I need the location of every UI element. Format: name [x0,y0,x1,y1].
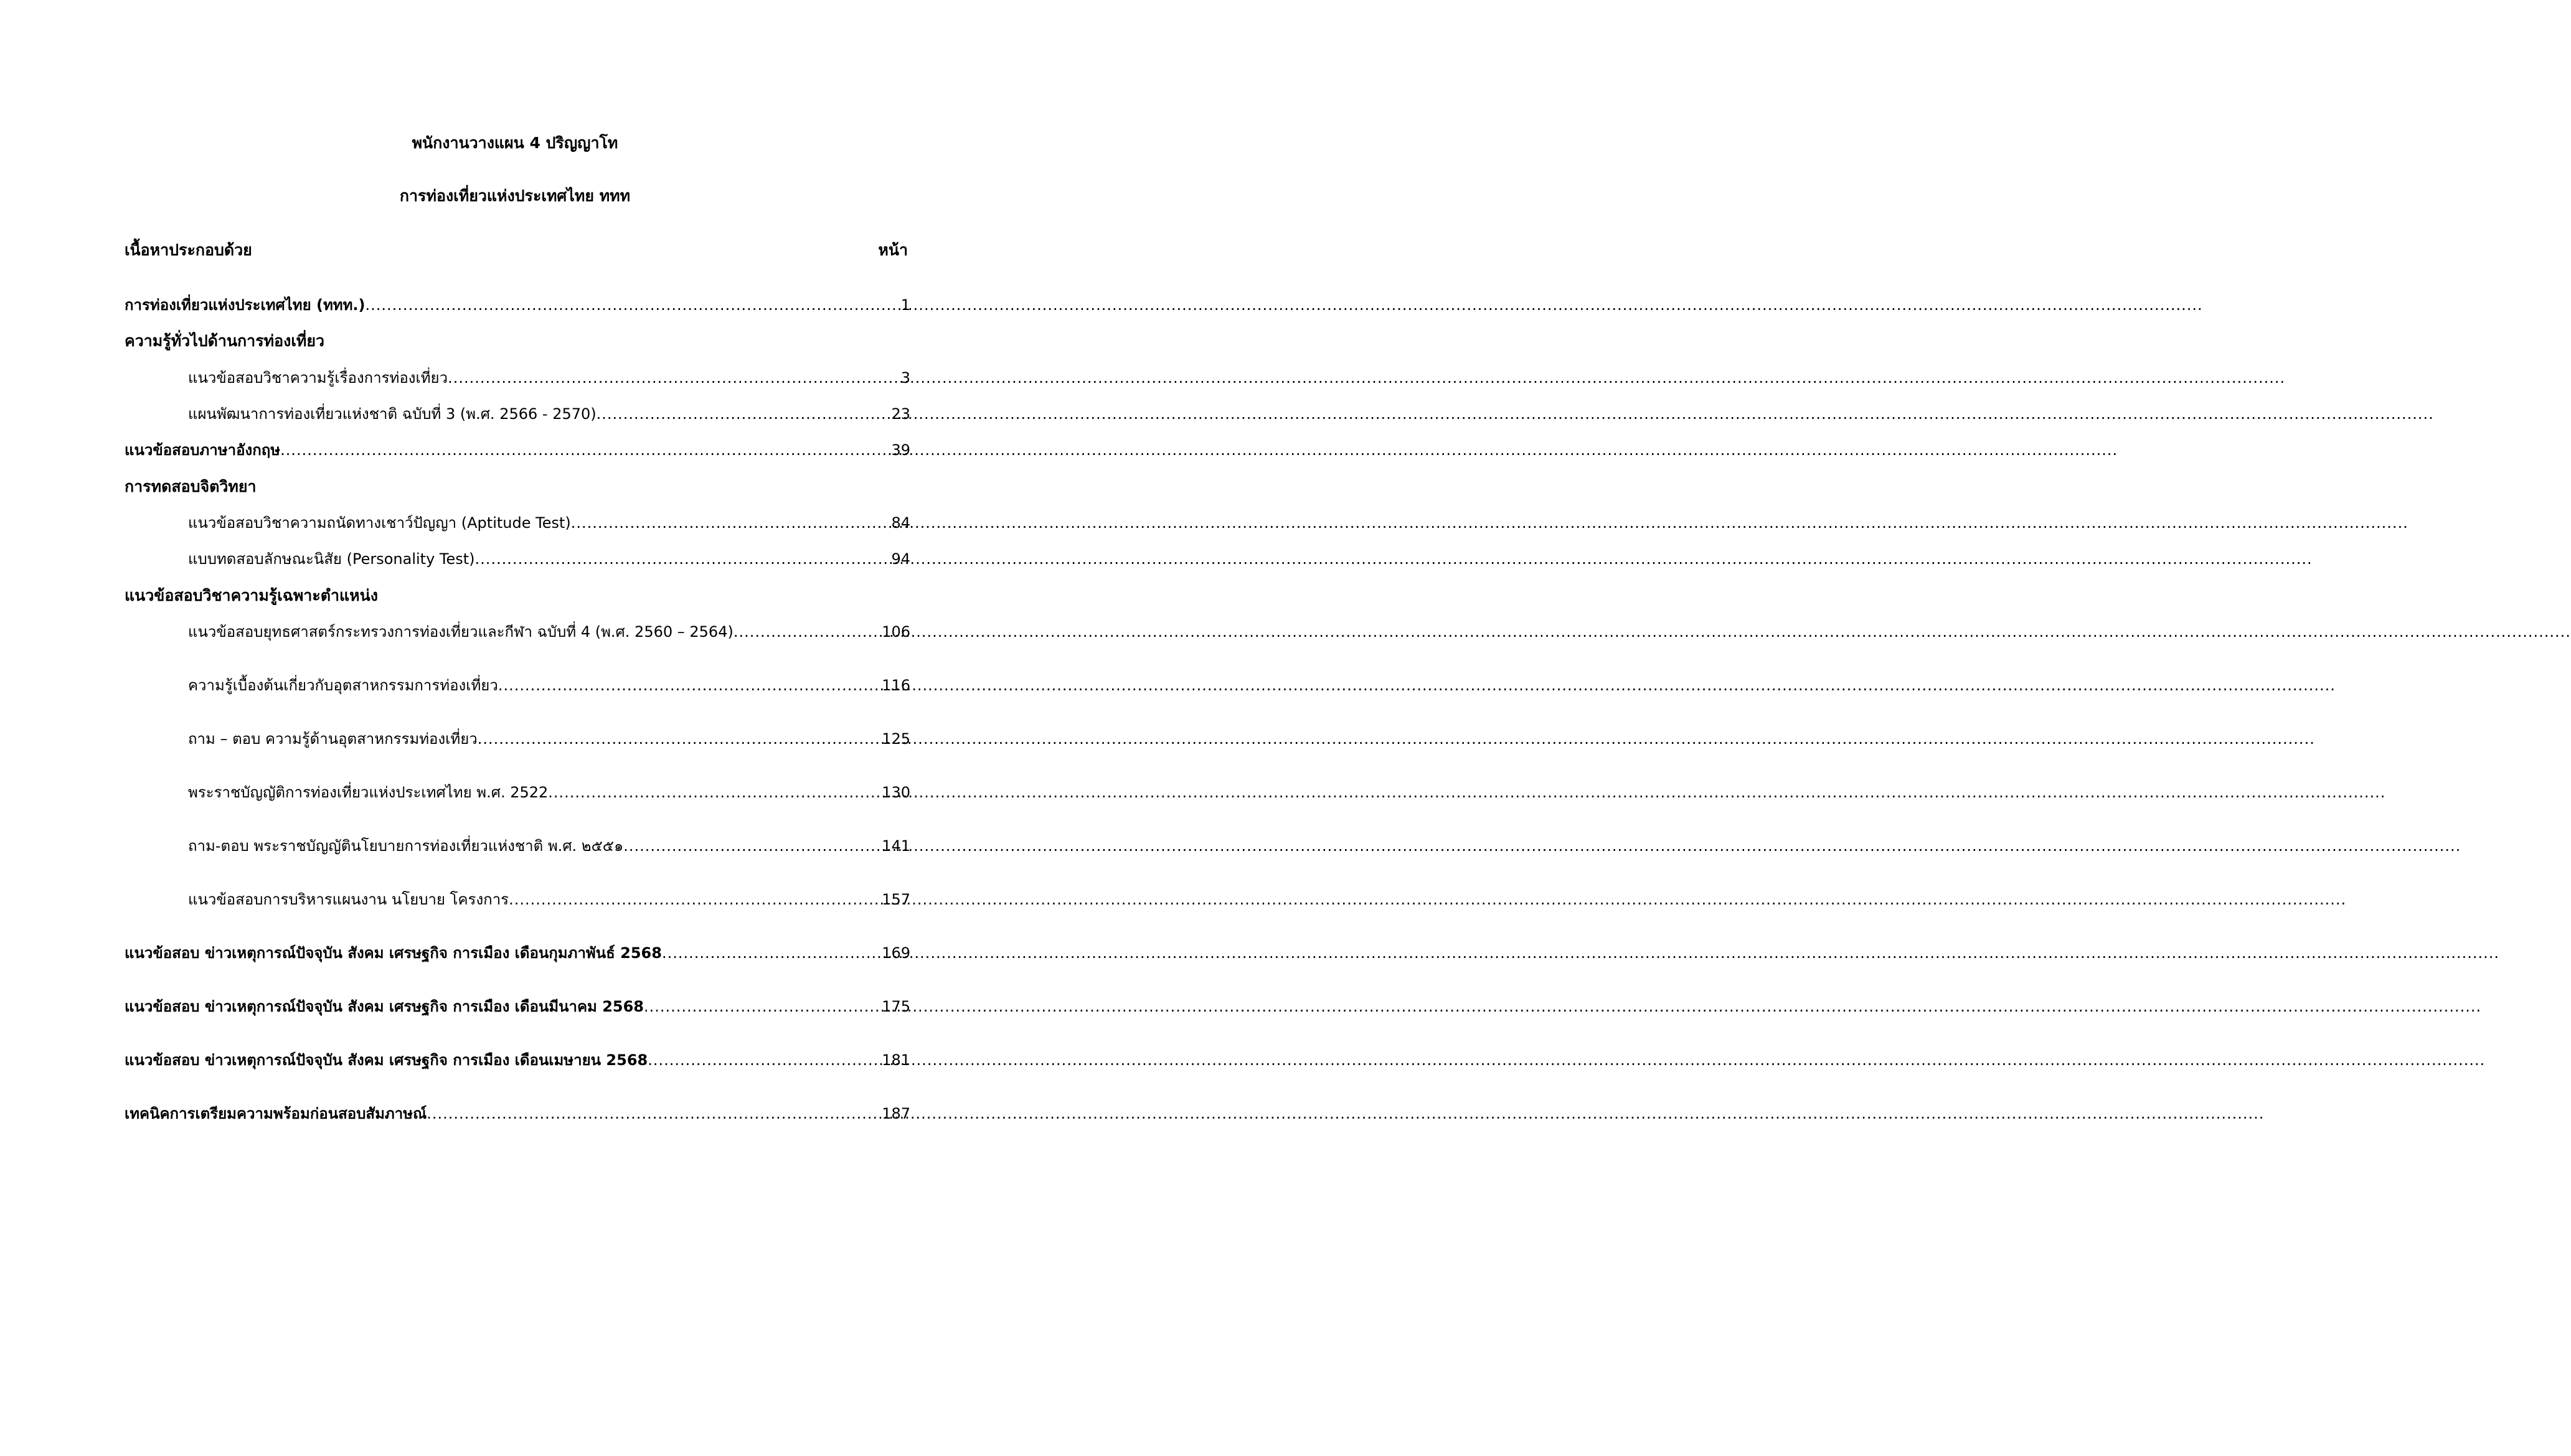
toc-entry-label: ถาม-ตอบ พระราชบัญญัตินโยบายการท่องเที่ยวแห่งชาติ พ.ศ. ๒๕๕๑ [188,837,624,855]
toc-entry-label: ความรู้เบื้องต้นเกี่ยวกับอุตสาหกรรมการท่องเที่ยว [188,677,498,694]
toc-entry-label: แผนพัฒนาการท่องเที่ยวแห่งชาติ ฉบับที่ 3 (พ.ศ. 2566 - 2570) [188,405,597,423]
dot-leader [448,365,901,390]
toc-entry-label: แนวข้อสอบการบริหารแผนงาน นโยบาย โครงการ [188,891,509,908]
toc-entry [188,547,910,571]
dot-leader [734,619,882,644]
toc-entry-page: 187 [882,1105,910,1122]
toc-entry [125,1048,910,1073]
toc-entry-label: แนวข้อสอบภาษาอังกฤษ [125,441,281,459]
toc-entry-page: 3 [900,369,910,387]
dot-leader [548,780,882,805]
toc-entry-page: 84 [891,514,910,532]
dot-leader [366,293,901,317]
toc-entry [188,726,910,751]
dot-leader [623,834,882,858]
dot-leader [509,887,882,912]
toc-entry-page: 1 [900,296,910,314]
toc-entry [188,673,910,698]
toc-entry [125,438,910,463]
dot-leader [478,726,882,751]
toc-entry [125,941,910,965]
dot-leader [280,438,891,463]
document-title: พนักงานวางแผน 4 ปริญญาโท [412,134,618,152]
toc-section-heading: การทดสอบจิตวิทยา [125,477,257,496]
toc-header [125,238,908,263]
toc-entry-label: เทคนิคการเตรียมความพร้อมก่อนสอบสัมภาษณ์ [125,1105,427,1122]
toc-entry-label: แนวข้อสอบ ข่าวเหตุการณ์ปัจจุบัน สังคม เศรษฐกิจ การเมือง เดือนเมษายน 2568 [125,1051,648,1069]
toc-entry-label: แนวข้อสอบวิชาความถนัดทางเชาว์ปัญญา (Aptitude Test) [188,514,571,532]
toc-entry-page: 94 [891,550,910,568]
toc-entry [188,510,910,535]
toc-entry-label: พระราชบัญญัติการท่องเที่ยวแห่งประเทศไทย พ.ศ. 2522 [188,784,549,801]
toc-entry-page: 130 [882,784,910,801]
toc-entry-page: 169 [882,944,910,962]
toc-entry [188,402,910,426]
toc-entry-page: 141 [882,837,910,855]
page-column-heading: หน้า [878,241,908,259]
toc-section-heading: แนวข้อสอบวิชาความรู้เฉพาะตำแหน่ง [125,586,378,604]
toc-entry-page: 106 [882,623,910,641]
toc-entry-page: 116 [882,677,910,694]
document-subtitle: การท่องเที่ยวแห่งประเทศไทย ททท [399,187,631,205]
toc-entry-page: 181 [882,1051,910,1069]
dot-leader [644,994,882,1019]
dot-leader [475,547,892,571]
toc-entry-label: แนวข้อสอบวิชาความรู้เรื่องการท่องเที่ยว [188,369,448,387]
dot-leader [571,510,892,535]
toc-entry [125,293,910,317]
toc-entry-page: 39 [891,441,910,459]
toc-entry [188,365,910,390]
toc-entry-page: 23 [891,405,910,423]
dot-leader [427,1101,882,1126]
toc-entry-page: 175 [882,998,910,1015]
dot-leader [648,1048,882,1073]
dot-leader [498,673,882,698]
toc-entry [125,994,910,1019]
toc-entry-page: 125 [882,730,910,748]
toc-entry-label: แนวข้อสอบยุทธศาสตร์กระทรวงการท่องเที่ยวและกีฬา ฉบับที่ 4 (พ.ศ. 2560 – 2564) [188,623,734,641]
toc-entry-label: ถาม – ตอบ ความรู้ด้านอุตสาหกรรมท่องเที่ยว [188,730,478,748]
toc-entry-label: แบบทดสอบลักษณะนิสัย (Personality Test) [188,550,475,568]
toc-entry-label: แนวข้อสอบ ข่าวเหตุการณ์ปัจจุบัน สังคม เศรษฐกิจ การเมือง เดือนมีนาคม 2568 [125,998,644,1015]
toc-entry-label: การท่องเที่ยวแห่งประเทศไทย (ททท.) [125,296,366,314]
toc-entry-page: 157 [882,891,910,908]
toc-entry-label: แนวข้อสอบ ข่าวเหตุการณ์ปัจจุบัน สังคม เศรษฐกิจ การเมือง เดือนกุมภาพันธ์ 2568 [125,944,662,962]
dot-leader [662,941,882,965]
toc-section-heading: ความรู้ทั่วไปด้านการท่องเที่ยว [125,332,325,350]
document-page [0,0,1030,1456]
toc-entry [188,834,910,858]
toc-entry [125,1101,910,1126]
dot-leader [597,402,892,426]
toc-entry [188,619,910,644]
toc-entry [188,887,910,912]
toc-entry [188,780,910,805]
toc-heading: เนื้อหาประกอบด้วย [125,241,252,259]
